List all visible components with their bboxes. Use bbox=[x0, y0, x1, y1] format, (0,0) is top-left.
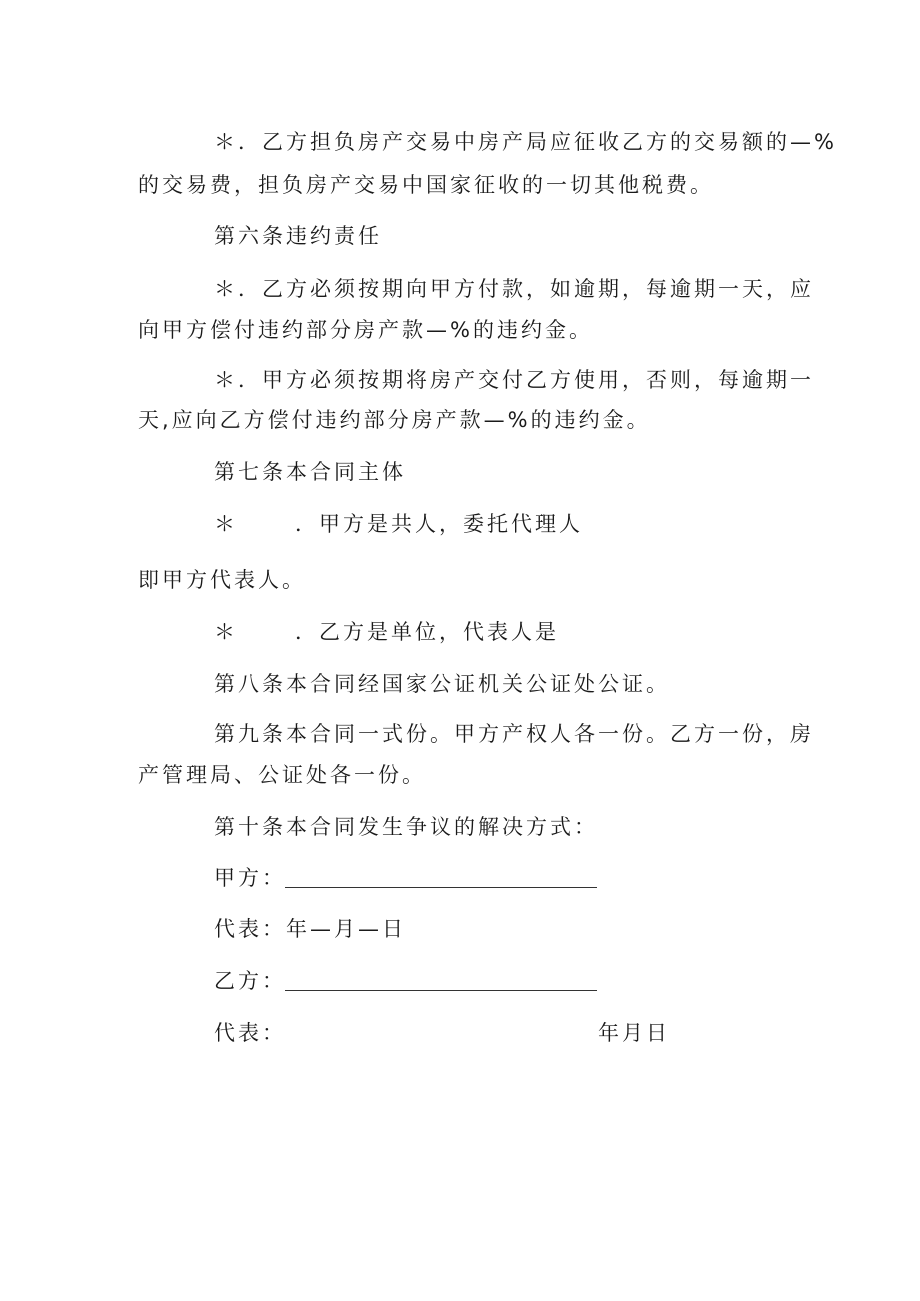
clause-fee-line-1: ＊．乙方担负房产交易中房产局应征收乙方的交易额的—% bbox=[214, 130, 837, 154]
article-7-item-2-marker: ＊ bbox=[214, 620, 238, 644]
article-7-item-1-marker: ＊ bbox=[214, 512, 238, 536]
party-b-signature-blank bbox=[285, 990, 597, 991]
article-6-item-1-line-2: 向甲方偿付违约部分房产款—%的违约金。 bbox=[138, 318, 593, 342]
article-8-line: 第八条本合同经国家公证机关公证处公证。 bbox=[214, 672, 670, 696]
article-10-line: 第十条本合同发生争议的解决方式： bbox=[214, 815, 598, 839]
article-6-heading: 第六条违约责任 bbox=[214, 224, 382, 248]
party-a-signature-blank bbox=[285, 887, 597, 888]
clause-fee-line-2: 的交易费，担负房产交易中国家征收的一切其他税费。 bbox=[138, 173, 714, 197]
party-a-label: 甲方： bbox=[214, 866, 286, 890]
article-6-item-2-line-1: ＊．甲方必须按期将房产交付乙方使用，否则，每逾期一 bbox=[214, 368, 814, 392]
article-7-heading: 第七条本合同主体 bbox=[214, 460, 406, 484]
article-6-item-2-line-2: 天,应向乙方偿付违约部分房产款—%的违约金。 bbox=[138, 408, 651, 432]
party-b-label: 乙方： bbox=[214, 969, 286, 993]
party-a-representative-date: 代表：年—月—日 bbox=[214, 917, 406, 941]
party-b-representative-label: 代表： bbox=[214, 1021, 286, 1045]
article-7-item-1-continuation: 即甲方代表人。 bbox=[138, 568, 306, 592]
article-7-item-1-text: ．甲方是共人，委托代理人 bbox=[295, 512, 583, 536]
article-9-line-2: 产管理局、公证处各一份。 bbox=[138, 763, 426, 787]
article-9-line-1: 第九条本合同一式份。甲方产权人各一份。乙方一份，房 bbox=[214, 722, 814, 746]
party-b-date: 年月日 bbox=[598, 1021, 670, 1045]
article-6-item-1-line-1: ＊．乙方必须按期向甲方付款，如逾期，每逾期一天，应 bbox=[214, 277, 814, 301]
article-7-item-2-text: ．乙方是单位，代表人是 bbox=[295, 620, 559, 644]
